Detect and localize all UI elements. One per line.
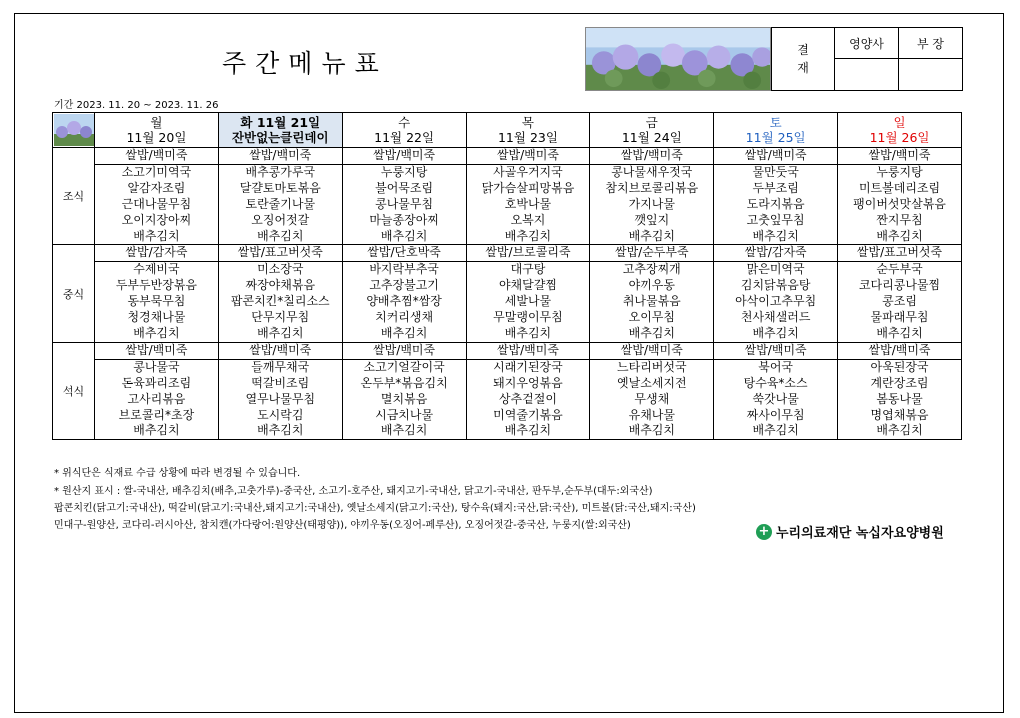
menu-item: 단무지무침 (218, 310, 342, 326)
weekly-menu-table (52, 112, 962, 440)
menu-item: 배추콩가루국 (218, 164, 342, 180)
menu-item: 소고기얼갈이국 (342, 359, 466, 375)
menu-item: 아삭이고추무침 (714, 294, 838, 310)
menu-item: 열무나물무침 (218, 392, 342, 408)
menu-item: 아욱된장국 (838, 359, 962, 375)
menu-row (53, 164, 962, 180)
menu-item: 배추김치 (714, 229, 838, 245)
menu-item: 동부묵무침 (95, 294, 219, 310)
approval-role-nutritionist: 영양사 (835, 28, 899, 59)
menu-row (53, 213, 962, 229)
menu-item: 미역줄기볶음 (466, 408, 590, 424)
page-title: 주간메뉴표 (222, 49, 388, 78)
menu-item: 쌀밥/단호박죽 (342, 245, 466, 262)
menu-item: 마늘종장아찌 (342, 213, 466, 229)
menu-item: 물파래무침 (838, 310, 962, 326)
menu-item: 수제비국 (95, 262, 219, 278)
menu-item: 소고기미역국 (95, 164, 219, 180)
menu-item: 고사리볶음 (95, 392, 219, 408)
menu-item: 콩나물무침 (342, 197, 466, 213)
menu-item: 짠지무침 (838, 213, 962, 229)
menu-item: 떡갈비조림 (218, 376, 342, 392)
menu-item: 근대나물무침 (95, 197, 219, 213)
menu-item: 느타리버섯국 (590, 359, 714, 375)
menu-period: 기간 2023. 11. 20 ~ 2023. 11. 26 (54, 100, 219, 111)
menu-item: 배추김치 (95, 326, 219, 342)
menu-item: 호박나물 (466, 197, 590, 213)
menu-item: 쌀밥/브로콜리죽 (466, 245, 590, 262)
menu-item: 코다리콩나물찜 (838, 278, 962, 294)
menu-item: 두부조림 (714, 181, 838, 197)
menu-row (53, 342, 962, 359)
menu-row (53, 294, 962, 310)
menu-item: 야끼우동 (590, 278, 714, 294)
menu-item: 짜사이무침 (714, 408, 838, 424)
menu-row (53, 423, 962, 439)
menu-item: 배추김치 (342, 229, 466, 245)
meal-label: 석식 (53, 342, 95, 439)
day-header-6 (838, 113, 962, 148)
menu-item: 배추김치 (714, 326, 838, 342)
menu-item: 배추김치 (590, 423, 714, 439)
menu-item: 오복지 (466, 213, 590, 229)
menu-item: 세발나물 (466, 294, 590, 310)
menu-item: 들깨무채국 (218, 359, 342, 375)
menu-item: 청경채나물 (95, 310, 219, 326)
day-name: 화 11월 21일 (240, 115, 321, 130)
menu-item: 쌀밥/백미죽 (95, 342, 219, 359)
meal-label: 중식 (53, 245, 95, 342)
menu-item: 쌀밥/백미죽 (95, 148, 219, 165)
menu-item: 고추장찌개 (590, 262, 714, 278)
menu-item: 브로콜리*초장 (95, 408, 219, 424)
menu-item: 쌀밥/백미죽 (590, 148, 714, 165)
menu-item: 쌀밥/백미죽 (590, 342, 714, 359)
menu-item: 콩나물새우젓국 (590, 164, 714, 180)
menu-item: 쌀밥/순두부죽 (590, 245, 714, 262)
menu-item: 무말랭이무침 (466, 310, 590, 326)
header-corner-image (53, 113, 95, 148)
menu-item: 멸치볶음 (342, 392, 466, 408)
menu-item: 참치브로콜리볶음 (590, 181, 714, 197)
menu-row (53, 359, 962, 375)
menu-item: 명엽채볶음 (838, 408, 962, 424)
menu-row (53, 310, 962, 326)
menu-item: 쌀밥/감자죽 (714, 245, 838, 262)
hydrangea-photo (585, 27, 771, 91)
note-line: 팝콘치킨(닭고기:국내산), 떡갈비(닭고기:국내산,돼지고기:국내산), 옛날소세지(닭고기:국산), 탕수육(돼지:국산,닭:국산), 미트볼(닭:국산,돼지:국산) (54, 503, 696, 514)
menu-item: 취나물볶음 (590, 294, 714, 310)
approval-sign-manager[interactable] (899, 59, 963, 91)
menu-row (53, 278, 962, 294)
meal-label: 조식 (53, 148, 95, 245)
day-date: 11월 26일 (869, 130, 930, 145)
note-line: * 위식단은 식재료 수급 상황에 따라 변경될 수 있습니다. (54, 468, 301, 479)
menu-item: 알감자조림 (95, 181, 219, 197)
day-name: 일 (893, 115, 906, 130)
menu-item: 가지나물 (590, 197, 714, 213)
note-line: * 원산지 표시 : 쌀-국내산, 배추김치(배추,고춧가루)-중국산, 소고기-호주산, 돼지고기-국내산, 닭고기-국내산, 판두부,순두부(대두:외국산) (54, 486, 653, 497)
menu-item: 배추김치 (590, 229, 714, 245)
menu-item: 양배추찜*쌈장 (342, 294, 466, 310)
approval-box (771, 27, 963, 91)
menu-item: 팝콘치킨*칠리소스 (218, 294, 342, 310)
menu-item: 쌀밥/백미죽 (218, 342, 342, 359)
menu-item: 옛날소세지전 (590, 376, 714, 392)
day-name: 토 (769, 115, 782, 130)
menu-item: 쌀밥/백미죽 (342, 342, 466, 359)
hospital-name: 누리의료재단 녹십자요양병원 (776, 526, 944, 541)
menu-item: 치커리생채 (342, 310, 466, 326)
day-date: 잔반없는클린데이 (231, 130, 329, 145)
day-header-1 (218, 113, 342, 148)
menu-item: 도시락김 (218, 408, 342, 424)
menu-item: 팽이버섯맛살볶음 (838, 197, 962, 213)
menu-row (53, 245, 962, 262)
menu-item: 계란장조림 (838, 376, 962, 392)
menu-item: 무생채 (590, 392, 714, 408)
menu-item: 배추김치 (466, 423, 590, 439)
menu-row (53, 262, 962, 278)
menu-item: 봄동나물 (838, 392, 962, 408)
menu-item: 배추김치 (95, 423, 219, 439)
menu-item: 배추김치 (342, 423, 466, 439)
menu-item: 탕수육*소스 (714, 376, 838, 392)
menu-item: 바지락부추국 (342, 262, 466, 278)
menu-item: 온두부*볶음김치 (342, 376, 466, 392)
menu-item: 배추김치 (218, 423, 342, 439)
day-header-5 (714, 113, 838, 148)
day-header-2 (342, 113, 466, 148)
menu-item: 대구탕 (466, 262, 590, 278)
menu-item: 배추김치 (218, 229, 342, 245)
day-name: 월 (150, 115, 163, 130)
day-date: 11월 20일 (126, 130, 187, 145)
menu-item: 불어묵조림 (342, 181, 466, 197)
day-name: 수 (398, 115, 411, 130)
menu-item: 배추김치 (95, 229, 219, 245)
menu-item: 두부두반장볶음 (95, 278, 219, 294)
menu-item: 물만둣국 (714, 164, 838, 180)
menu-item: 배추김치 (466, 326, 590, 342)
menu-item: 도라지볶음 (714, 197, 838, 213)
menu-item: 쌀밥/백미죽 (466, 148, 590, 165)
menu-item: 유채나물 (590, 408, 714, 424)
menu-item: 배추김치 (838, 229, 962, 245)
menu-item: 달걀토마토볶음 (218, 181, 342, 197)
approval-sign-nutritionist[interactable] (835, 59, 899, 91)
menu-item: 배추김치 (218, 326, 342, 342)
menu-item: 시래기된장국 (466, 359, 590, 375)
day-header-4 (590, 113, 714, 148)
menu-item: 쌀밥/감자죽 (95, 245, 219, 262)
menu-item: 콩나물국 (95, 359, 219, 375)
menu-item: 오징어젓갈 (218, 213, 342, 229)
day-date: 11월 23일 (497, 130, 558, 145)
menu-item: 쌀밥/백미죽 (714, 342, 838, 359)
day-name: 금 (645, 115, 658, 130)
menu-item: 배추김치 (590, 326, 714, 342)
day-name: 목 (521, 115, 534, 130)
menu-row (53, 181, 962, 197)
menu-row (53, 197, 962, 213)
menu-item: 시금치나물 (342, 408, 466, 424)
day-date: 11월 25일 (745, 130, 806, 145)
menu-item: 사골우거지국 (466, 164, 590, 180)
menu-item: 배추김치 (342, 326, 466, 342)
menu-item: 쌀밥/백미죽 (714, 148, 838, 165)
menu-item: 천사채샐러드 (714, 310, 838, 326)
menu-item: 배추김치 (838, 423, 962, 439)
menu-item: 미트볼데리조림 (838, 181, 962, 197)
menu-item: 콩조림 (838, 294, 962, 310)
day-date: 11월 22일 (374, 130, 435, 145)
menu-item: 토란줄기나물 (218, 197, 342, 213)
menu-row (53, 229, 962, 245)
menu-item: 순두부국 (838, 262, 962, 278)
menu-item: 쌀밥/백미죽 (838, 342, 962, 359)
approval-role-manager: 부 장 (899, 28, 963, 59)
menu-item: 고추장불고기 (342, 278, 466, 294)
menu-item: 고춧잎무침 (714, 213, 838, 229)
menu-item: 쌀밥/백미죽 (838, 148, 962, 165)
menu-item: 배추김치 (714, 423, 838, 439)
menu-item: 누룽지탕 (342, 164, 466, 180)
day-header-0 (95, 113, 219, 148)
menu-item: 배추김치 (466, 229, 590, 245)
menu-item: 돼지우엉볶음 (466, 376, 590, 392)
menu-item: 야채달걀찜 (466, 278, 590, 294)
menu-item: 쌀밥/표고버섯죽 (838, 245, 962, 262)
menu-row (53, 148, 962, 165)
menu-item: 깻잎지 (590, 213, 714, 229)
menu-item: 김치닭볶음탕 (714, 278, 838, 294)
menu-item: 닭가슴살피망볶음 (466, 181, 590, 197)
menu-item: 배추김치 (838, 326, 962, 342)
menu-item: 미소장국 (218, 262, 342, 278)
menu-item: 쌀밥/백미죽 (218, 148, 342, 165)
menu-item: 상추겉절이 (466, 392, 590, 408)
menu-item: 돈육꽈리조림 (95, 376, 219, 392)
menu-item: 북어국 (714, 359, 838, 375)
menu-item: 쑥갓나물 (714, 392, 838, 408)
menu-row (53, 392, 962, 408)
menu-item: 오이지장아찌 (95, 213, 219, 229)
menu-row (53, 326, 962, 342)
green-cross-icon: + (756, 524, 772, 540)
menu-item: 누룽지탕 (838, 164, 962, 180)
menu-row (53, 376, 962, 392)
note-line: 민대구-원양산, 코다리-러시아산, 참치캔(가다랑어:원양산(태평양)), 야끼우동(오징어-페루산), 오징어젓갈-중국산, 누룽지(쌀:외국산) (54, 520, 631, 531)
menu-row (53, 408, 962, 424)
day-header-row (53, 113, 962, 148)
day-date: 11월 24일 (621, 130, 682, 145)
menu-item: 오이무침 (590, 310, 714, 326)
menu-item: 쌀밥/백미죽 (466, 342, 590, 359)
menu-item: 맑은미역국 (714, 262, 838, 278)
hospital-logo (756, 522, 944, 541)
menu-item: 짜장야채볶음 (218, 278, 342, 294)
menu-item: 쌀밥/백미죽 (342, 148, 466, 165)
approval-label: 결 재 (772, 28, 835, 91)
menu-item: 쌀밥/표고버섯죽 (218, 245, 342, 262)
day-header-3 (466, 113, 590, 148)
